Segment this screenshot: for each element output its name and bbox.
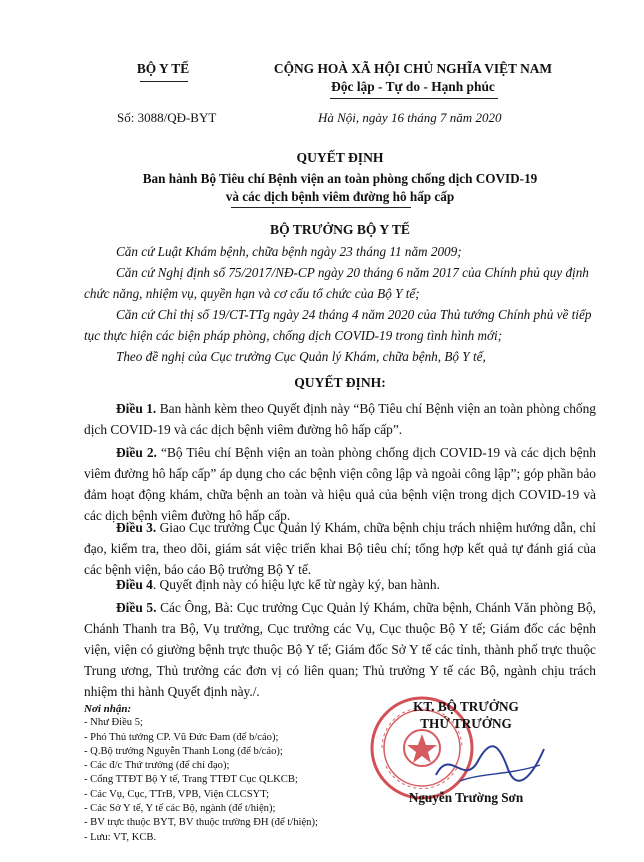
article-4 — [84, 574, 596, 595]
legal-basis-3: Căn cứ Chỉ thị số 19/CT-TTg ngày 24 tháng 4 năm 2020 của Thủ tướng Chính phủ về tiếp tục thực hiện các biện pháp phòng, chống dịch COVID-19 trong tình hình mới; — [84, 307, 592, 343]
signature-title-2: THỨ TRƯỞNG — [420, 716, 512, 731]
recipients-list — [84, 702, 384, 845]
issuing-agency: BỘ Y TẾ — [136, 61, 190, 76]
recipient-item: - Các Vụ, Cục, TTrB, VPB, Viện CLCSYT; — [84, 788, 270, 800]
recipient-item: - Cổng TTĐT Bộ Y tế, Trang TTĐT Cục QLKCB; — [84, 774, 298, 786]
recipient-item: - Q.Bộ trưởng Nguyễn Thanh Long (để b/cáo); — [84, 745, 283, 757]
article-4-label: Điều 4 — [116, 577, 153, 592]
place-and-date: Hà Nội, ngày 16 tháng 7 năm 2020 — [318, 110, 502, 125]
document-number: Số: 3088/QĐ-BYT — [117, 110, 217, 125]
article-2-label: Điều 2. — [116, 445, 157, 460]
subject-underline — [231, 207, 411, 208]
article-1-label: Điều 1. — [116, 401, 157, 416]
recipients-heading: Nơi nhận: — [84, 703, 132, 715]
article-2 — [84, 442, 596, 526]
national-motto: Độc lập - Tự do - Hạnh phúc — [331, 79, 495, 94]
article-5-label: Điều 5. — [116, 600, 157, 615]
article-5-text: Các Ông, Bà: Cục trưởng Cục Quản lý Khám, chữa bệnh, Chánh Văn phòng Bộ, Chánh Thanh tra Bộ, Vụ trưởng, Cục trưởng các Vụ, Cục thuộc Bộ Y tế; Giám đốc các bệnh viện, viện có giường bệnh trực thuộc Bộ Y tế; Giám đốc Sở Y tế các tỉnh, thành phố trực thuộc Trung ương, Thủ trưởng các đơn vị có liên quan; Thủ trưởng Y tế các Bộ, ngành chịu trách nhiệm thi hành Quyết định này./. — [84, 600, 596, 699]
legal-basis-2: Căn cứ Nghị định số 75/2017/NĐ-CP ngày 20 tháng 6 năm 2017 của Chính phủ quy định chức năng, nhiệm vụ, quyền hạn và cơ cấu tổ chức của Bộ Y tế; — [84, 265, 589, 301]
article-3-text: Giao Cục trưởng Cục Quản lý Khám, chữa bệnh chịu trách nhiệm hướng dẫn, chỉ đạo, kiểm tra, theo dõi, giám sát việc triển khai Bộ tiêu chí; tổng hợp kết quả tự đánh giá của các bệnh viện, báo cáo Bộ trưởng Bộ Y tế. — [84, 520, 596, 577]
recipient-item: - Các đ/c Thứ trưởng (để chỉ đạo); — [84, 760, 230, 772]
article-3-label: Điều 3. — [116, 520, 157, 535]
agency-underline — [140, 81, 188, 82]
legal-basis-4: Theo đề nghị của Cục trưởng Cục Quản lý Khám, chữa bệnh, Bộ Y tế, — [116, 349, 486, 364]
motto-underline — [330, 98, 498, 99]
recipient-item: - BV trực thuộc BYT, BV thuộc trường ĐH (để t/hiện); — [84, 817, 318, 829]
country-name: CỘNG HOÀ XÃ HỘI CHỦ NGHĨA VIỆT NAM — [273, 61, 553, 76]
recipient-item: - Lưu: VT, KCB. — [84, 831, 157, 843]
article-2-text: “Bộ Tiêu chí Bệnh viện an toàn phòng chống dịch COVID-19 và các dịch bệnh viêm đường hô hấp cấp” áp dụng cho các bệnh viện công lập và ngoài công lập”; góp phần bảo đảm hoạt động khám, chữa bệnh an toàn và hiệu quả của bệnh viện trong dịch COVID-19 và các dịch bệnh viêm đường hô hấp cấp. — [84, 445, 596, 523]
legal-basis-1: Căn cứ Luật Khám bệnh, chữa bệnh ngày 23 tháng 11 năm 2009; — [116, 244, 462, 259]
issuing-authority: BỘ TRƯỞNG BỘ Y TẾ — [270, 222, 410, 237]
subject-line-1: Ban hành Bộ Tiêu chí Bệnh viện an toàn phòng chống dịch COVID-19 — [142, 171, 538, 186]
recipient-item: - Các Sở Y tế, Y tế các Bộ, ngành (để t/hiện); — [84, 803, 276, 815]
recipient-item: - Như Điều 5; — [84, 717, 143, 729]
signatory-name: Nguyễn Trường Sơn — [408, 790, 524, 805]
subject-line-2: và các dịch bệnh viêm đường hô hấp cấp — [225, 189, 455, 204]
handwritten-signature-icon — [430, 735, 550, 795]
article-4-text: . Quyết định này có hiệu lực kể từ ngày ký, ban hành. — [152, 577, 440, 592]
article-3 — [84, 517, 596, 580]
article-5 — [84, 597, 596, 702]
article-1 — [84, 398, 596, 440]
recipient-item: - Phó Thủ tướng CP. Vũ Đức Đam (để b/cáo); — [84, 731, 279, 743]
document-type: QUYẾT ĐỊNH — [296, 150, 384, 165]
signature-title-1: KT. BỘ TRƯỞNG — [413, 699, 519, 714]
decision-heading: QUYẾT ĐỊNH: — [294, 375, 386, 390]
article-1-text: Ban hành kèm theo Quyết định này “Bộ Tiêu chí Bệnh viện an toàn phòng chống dịch COVID-19 và các dịch bệnh viêm đường hô hấp cấp”. — [84, 401, 596, 437]
